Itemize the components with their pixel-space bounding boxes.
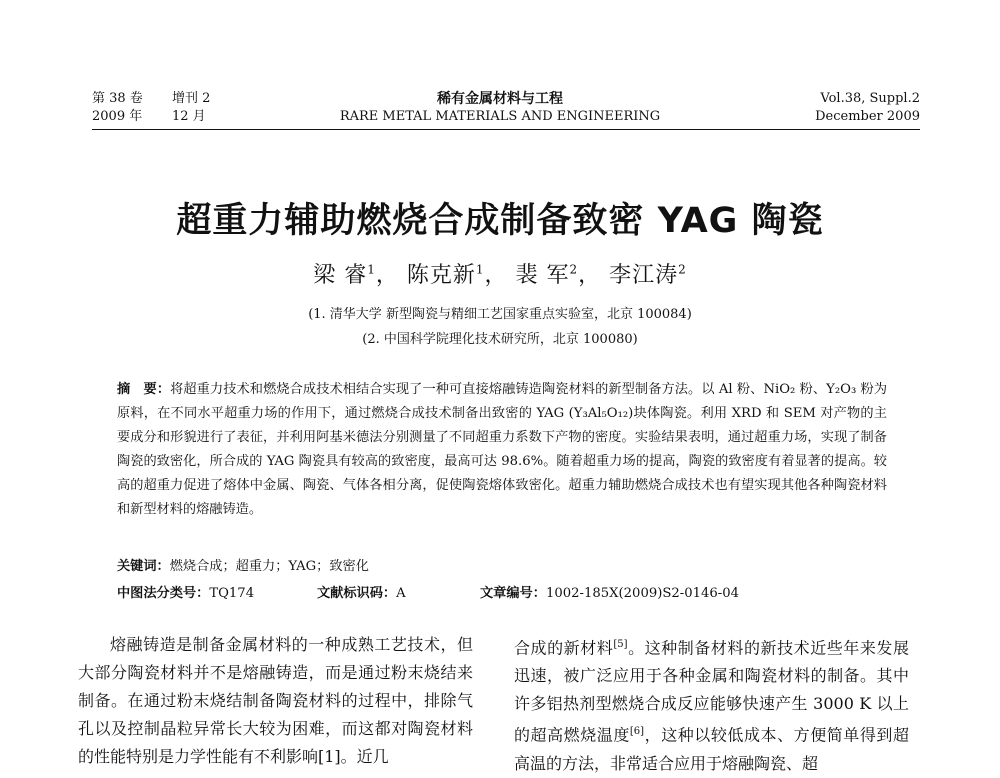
doc-code	[317, 582, 406, 601]
volume-en: Vol.38, Suppl.2	[820, 91, 920, 106]
body-text: 。这种制备材料的新技术近些年来发展迅速，被广泛应用于各种金属和陶瓷材料的制备。其中许多铝热剂型燃烧合成反应能够快速产生 3000 K 以上的超高燃烧温度	[514, 638, 909, 745]
author-affiliation-mark: 1	[475, 262, 485, 277]
journal-title-cn: 稀有金属材料与工程	[437, 91, 563, 107]
header-left	[92, 90, 210, 126]
article-number-label: 文章编号：	[480, 586, 546, 601]
author-affiliation-mark: 2	[569, 262, 579, 277]
article-number	[480, 582, 739, 601]
article-number-value: 1002-185X(2009)S2-0146-04	[545, 586, 740, 601]
author: 李江涛	[609, 263, 679, 288]
body-text: 合成的新材料	[514, 638, 614, 658]
clc-label: 中图法分类号：	[117, 586, 210, 601]
author: 裴 军	[515, 263, 570, 288]
header-center	[300, 90, 700, 126]
issue: 增刊 2	[172, 91, 211, 106]
affiliation-1: (1. 清华大学 新型陶瓷与精细工艺国家重点实验室，北京 100084)	[308, 307, 692, 322]
keywords-text: 燃烧合成；超重力；YAG；致密化	[169, 559, 369, 574]
abstract	[117, 378, 887, 522]
keywords-label: 关键词：	[117, 559, 170, 574]
journal-title-en: RARE METAL MATERIALS AND ENGINEERING	[339, 109, 661, 124]
year: 2009 年	[92, 109, 143, 124]
author-affiliation-mark: 2	[678, 262, 687, 277]
doc-label: 文献标识码：	[317, 586, 397, 601]
month: 12 月	[172, 109, 206, 124]
affiliation-2: (2. 中国科学院理化技术研究所，北京 100080)	[362, 332, 638, 347]
clc-value: TQ174	[209, 586, 255, 601]
author: 陈克新	[406, 263, 476, 288]
author: 梁 睿	[313, 263, 368, 288]
body-column-left: 熔融铸造是制备金属材料的一种成熟工艺技术，但大部分陶瓷材料并不是熔融铸造，而是通过粉末烧结来制备。在通过粉末烧结制备陶瓷材料的过程中，排除气孔以及控制晶粒异常长大较为困难，而这都对陶瓷材料的性能特别是力学性能有不利影响[1]。近几	[78, 635, 473, 766]
clc-code	[117, 582, 254, 601]
citation: [6]	[629, 726, 645, 738]
date-en: December 2009	[815, 109, 920, 124]
keywords	[117, 555, 369, 574]
volume: 第 38 卷	[92, 91, 143, 106]
body-text: ，这种以较低成本、方便简单得到超高温的方法，非常适合应用于熔融陶瓷、超	[514, 725, 909, 773]
header-right	[815, 90, 920, 126]
body-column-right	[514, 631, 909, 778]
citation: [5]	[613, 639, 628, 650]
header-rule	[92, 129, 920, 130]
doc-value: A	[396, 586, 406, 601]
abstract-text: 将超重力技术和燃烧合成技术相结合实现了一种可直接熔融铸造陶瓷材料的新型制备方法。以 Al 粉、NiO₂ 粉、Y₂O₃ 粉为原料，在不同水平超重力场的作用下，通过燃烧合成技术制备出致密的 YAG (Y₃Al₅O₁₂)块体陶瓷。利用 XRD 和 SEM 对产物的主要成分和形貌进行了表征，并利用阿基米德法分别测量了不同超重力系数下产物的密度。实验结果表明，通过超重力场，实现了制备陶瓷的致密化，所合成的 YAG 陶瓷具有较高的致密度，最高可达 98.6%。随着超重力场的提高，陶瓷的致密度有着显著的提高。较高的超重力促进了熔体中金属、陶瓷、气体各相分离，促使陶瓷熔体致密化。超重力辅助燃烧合成技术也有望实现其他各种陶瓷材料和新型材料的熔融铸造。	[117, 382, 888, 517]
author-affiliation-mark: 1	[367, 262, 376, 277]
abstract-label: 摘 要：	[117, 382, 171, 397]
paper-title: 超重力辅助燃烧合成制备致密 YAG 陶瓷	[176, 201, 824, 241]
author-list: 梁 睿$^1$， 陈克新$^1$， 裴 军$^2$， 李江涛$^2$	[313, 262, 687, 288]
